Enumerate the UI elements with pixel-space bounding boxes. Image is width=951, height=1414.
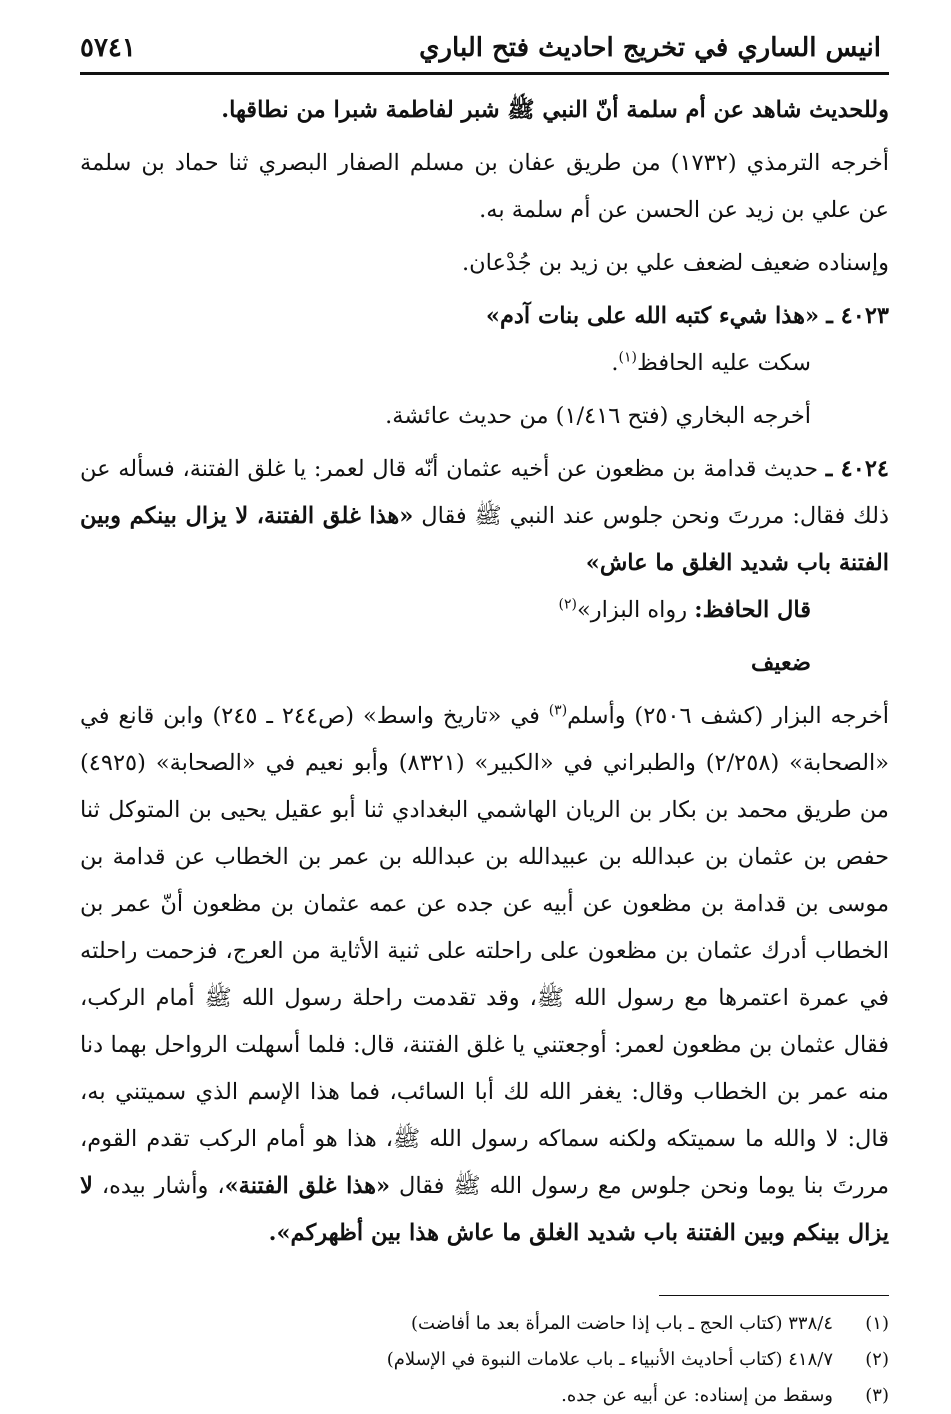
footnote-text: وسقط من إسناده: عن أبيه عن جده. <box>561 1385 833 1406</box>
grade-label: ضعيف <box>750 650 811 676</box>
footnote-ref: (٢) <box>558 596 578 613</box>
entry-4023-note <box>80 340 889 387</box>
footnote-number: (٣) <box>865 1385 889 1406</box>
paragraph-tirmidhi: أخرجه الترمذي (١٧٣٢) من طريق عفان بن مسلم الصفار البصري ثنا حماد بن سلمة عن علي بن زيد عن الحسن عن أم سلمة به. <box>80 150 889 223</box>
hafiz-text: رواه البزار» <box>577 597 688 623</box>
entry-4024-takhrij <box>80 693 889 1257</box>
takhrij-body: في «تاريخ واسط» (ص٢٤٤ ـ ٢٤٥) وابن قانع في «الصحابة» (٢/٢٥٨) والطبراني في «الكبير» (٨٣٢١) وأبو نعيم في «الصحابة» (٤٩٢٥) من طريق محمد بن بكار بن الريان الهاشمي البغدادي ثنا أبو عقيل يحيى بن المتوكل ثنا حفص بن عثمان بن عبدالله بن عبيدالله بن عبدالله بن عمر بن الخطاب عن قدامة بن موسى بن قدامة بن مظعون عن أبيه عن جده عن عمه عثمان بن مظعون أنّ عمر بن الخطاب أدرك عثمان بن مظعون على راحلته على ثنية الأثاية من العرج، فزحمت راحلته في عمرة اعتمرها مع رسول الله ﷺ، وقد تقدمت راحلة رسول الله ﷺ أمام الركب، فقال عثمان بن مظعون لعمر: أوجعتني يا غلق الفتنة، قال: فلما أسهلت الرواحل بهما دنا منه عمر بن الخطاب وقال: يغفر الله لك أبا السائب، فما هذا الإسم الذي سميتني به، قال: لا والله ما سميتكه ولكنه سماكه رسول الله ﷺ، هذا هو أمام الركب تقدم القوم، مررتَ بنا يوما ونحن جلوس مع رسول الله ﷺ فقال <box>80 703 889 1199</box>
footnote-number: (١) <box>865 1313 889 1334</box>
takhrij-start: أخرجه البزار (كشف ٢٥٠٦) وأسلم <box>567 703 889 729</box>
footnote-item <box>80 1342 889 1378</box>
entry-4023-takhrij: أخرجه البخاري (فتح ١/٤١٦) من حديث عائشة. <box>385 403 811 429</box>
footnote-item <box>80 1306 889 1342</box>
paragraph-shahid: وللحديث شاهد عن أم سلمة أنّ النبي ﷺ شبر لفاطمة شبرا من نطاقها. <box>221 97 889 123</box>
entry-4024-heading <box>80 446 889 587</box>
running-header <box>80 30 889 75</box>
footnote-text: ٤١٨/٧ (كتاب أحاديث الأنبياء ـ باب علامات النبوة في الإسلام) <box>386 1349 833 1370</box>
paragraph-isnad: وإسناده ضعيف لضعف علي بن زيد بن جُدْعان. <box>461 250 889 276</box>
footnote-number: (٢) <box>865 1349 889 1370</box>
entry-number: ٤٠٢٤ ـ <box>825 456 889 482</box>
hadith-text: «هذا شيء كتبه الله على بنات آدم» <box>485 303 820 329</box>
footnote-ref: (٣) <box>548 702 568 719</box>
hadith-quote: «هذا غلق الفتنة» <box>224 1173 391 1199</box>
footnotes <box>80 1306 889 1414</box>
header-title: انيس الساري في تخريج احاديث فتح الباري <box>419 33 881 63</box>
note-end: . <box>611 350 619 376</box>
footnote-item <box>80 1378 889 1414</box>
page-number: ٥٧٤١ <box>80 33 136 63</box>
hadith-text: «هذا غلق الفتنة، لا يزال بينكم وبين الفتنة باب شديد الغلق ما عاش» <box>80 503 889 576</box>
hadith-intro: حديث قدامة بن مظعون عن أخيه عثمان أنّه قال لعمر: يا غلق الفتنة، فسأله عن ذلك فقال: مررتَ ونحن جلوس عند النبي ﷺ فقال <box>80 456 890 529</box>
footnote-text: ٣٣٨/٤ (كتاب الحج ـ باب إذا حاضت المرأة بعد ما أفاضت) <box>410 1313 833 1334</box>
entry-4023-heading <box>80 293 889 340</box>
hafiz-statement <box>80 587 889 634</box>
hafiz-note: سكت عليه الحافظ <box>636 350 811 376</box>
page-body <box>80 87 889 1414</box>
hafiz-label: قال الحافظ: <box>694 597 811 623</box>
footnote-ref: (١) <box>618 349 637 366</box>
entry-number: ٤٠٢٣ ـ <box>826 303 889 329</box>
footnote-separator <box>659 1295 889 1296</box>
hadith-quote-end: لا يزال بينكم وبين الفتنة باب شديد الغلق ما عاش هذا بين أظهركم». <box>80 1173 889 1246</box>
hadith-gesture: ، وأشار بيده، <box>101 1173 225 1199</box>
